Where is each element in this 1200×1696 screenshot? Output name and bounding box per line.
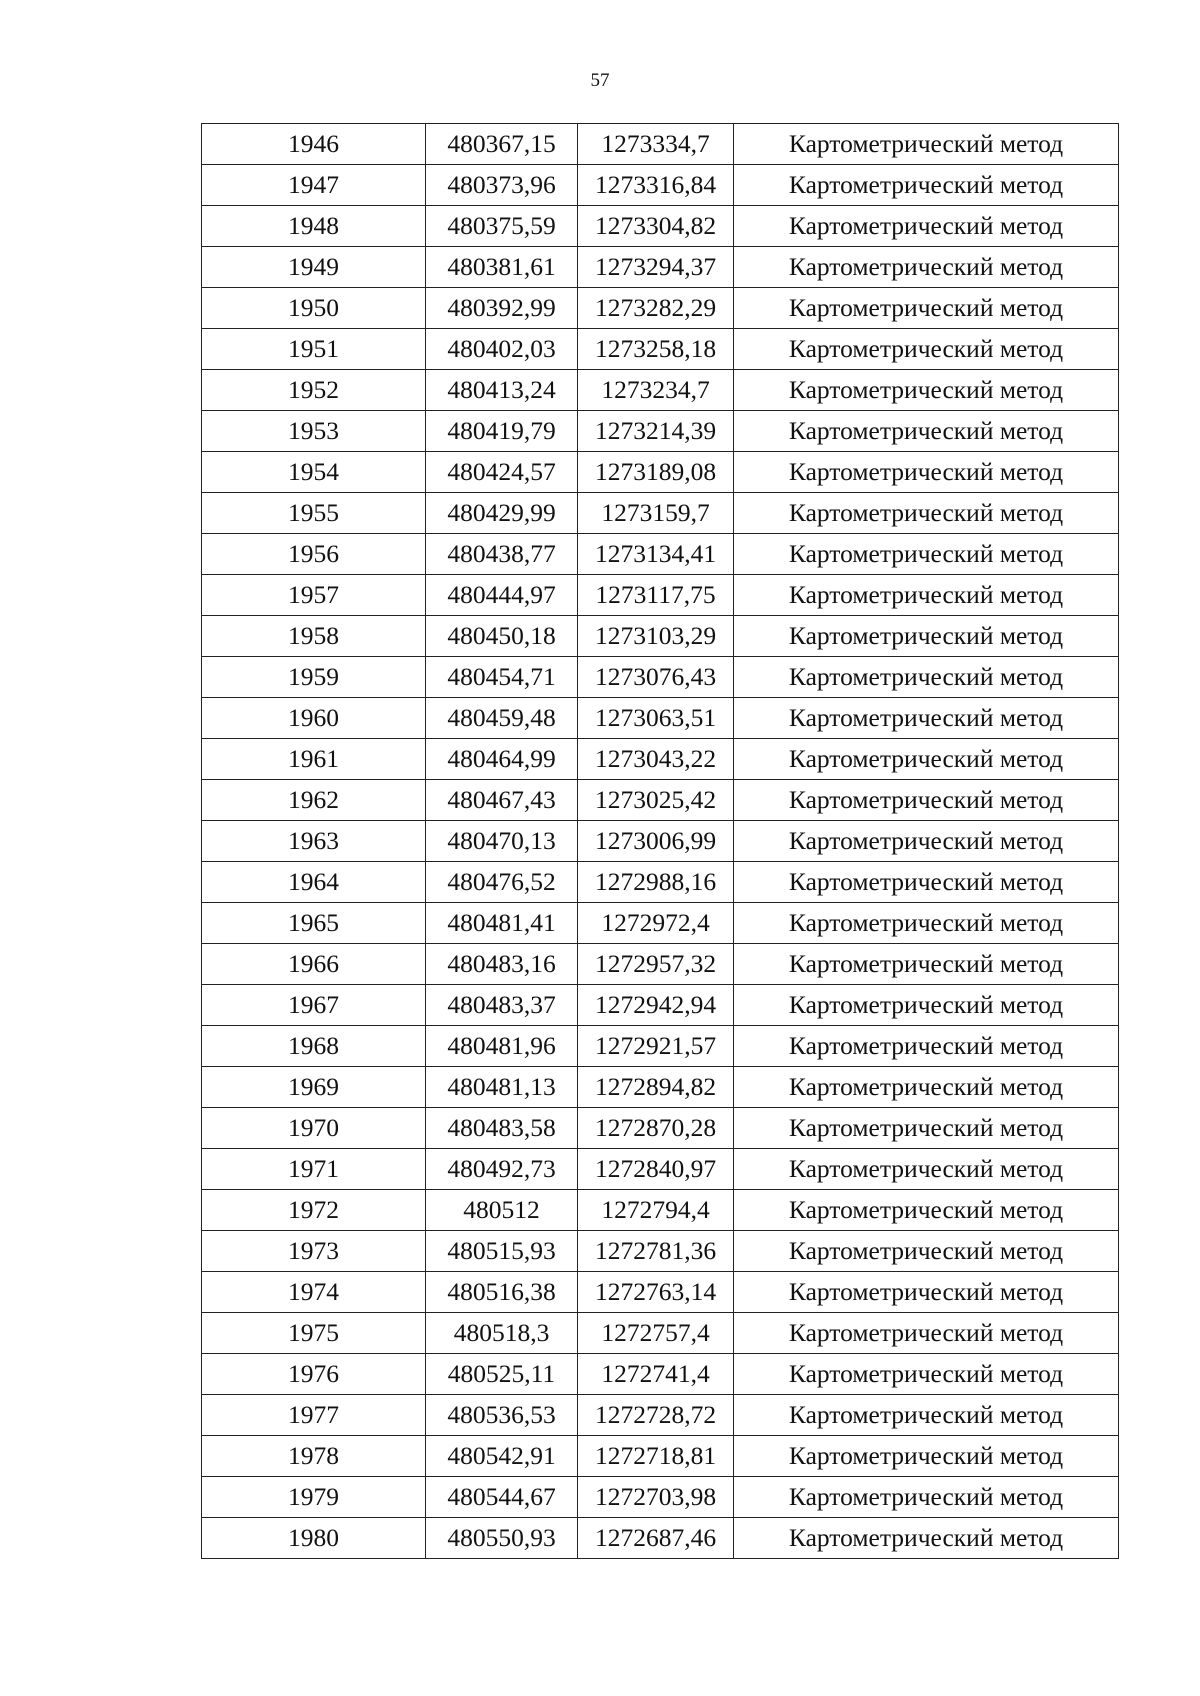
- point-number-cell: 1950: [202, 288, 426, 329]
- point-number-cell: 1954: [202, 452, 426, 493]
- point-number-cell: 1967: [202, 985, 426, 1026]
- x-coordinate-cell: 480483,58: [426, 1108, 578, 1149]
- method-cell: Картометрический метод: [734, 780, 1119, 821]
- method-cell: Картометрический метод: [734, 575, 1119, 616]
- table-row: [202, 1026, 1119, 1067]
- method-cell: Картометрический метод: [734, 985, 1119, 1026]
- method-cell: Картометрический метод: [734, 206, 1119, 247]
- method-cell: Картометрический метод: [734, 1026, 1119, 1067]
- point-number-cell: 1959: [202, 657, 426, 698]
- point-number-cell: 1975: [202, 1313, 426, 1354]
- x-coordinate-cell: 480419,79: [426, 411, 578, 452]
- table-row: [202, 862, 1119, 903]
- method-cell: Картометрический метод: [734, 1108, 1119, 1149]
- table-row: [202, 944, 1119, 985]
- method-cell: Картометрический метод: [734, 288, 1119, 329]
- method-cell: Картометрический метод: [734, 1149, 1119, 1190]
- x-coordinate-cell: 480373,96: [426, 165, 578, 206]
- table-row: [202, 329, 1119, 370]
- y-coordinate-cell: 1273214,39: [578, 411, 734, 452]
- y-coordinate-cell: 1273006,99: [578, 821, 734, 862]
- coordinates-table: [201, 123, 1119, 1559]
- table-row: [202, 616, 1119, 657]
- method-cell: Картометрический метод: [734, 165, 1119, 206]
- table-row: [202, 575, 1119, 616]
- coordinates-table-body: [202, 124, 1119, 1559]
- method-cell: Картометрический метод: [734, 1436, 1119, 1477]
- point-number-cell: 1953: [202, 411, 426, 452]
- method-cell: Картометрический метод: [734, 821, 1119, 862]
- method-cell: Картометрический метод: [734, 862, 1119, 903]
- point-number-cell: 1968: [202, 1026, 426, 1067]
- table-row: [202, 370, 1119, 411]
- x-coordinate-cell: 480450,18: [426, 616, 578, 657]
- point-number-cell: 1969: [202, 1067, 426, 1108]
- x-coordinate-cell: 480525,11: [426, 1354, 578, 1395]
- x-coordinate-cell: 480402,03: [426, 329, 578, 370]
- x-coordinate-cell: 480481,96: [426, 1026, 578, 1067]
- table-row: [202, 1272, 1119, 1313]
- table-row: [202, 1518, 1119, 1559]
- y-coordinate-cell: 1272718,81: [578, 1436, 734, 1477]
- method-cell: Картометрический метод: [734, 944, 1119, 985]
- table-row: [202, 657, 1119, 698]
- y-coordinate-cell: 1273159,7: [578, 493, 734, 534]
- table-row: [202, 1190, 1119, 1231]
- y-coordinate-cell: 1273334,7: [578, 124, 734, 165]
- x-coordinate-cell: 480476,52: [426, 862, 578, 903]
- y-coordinate-cell: 1272942,94: [578, 985, 734, 1026]
- x-coordinate-cell: 480392,99: [426, 288, 578, 329]
- x-coordinate-cell: 480413,24: [426, 370, 578, 411]
- y-coordinate-cell: 1273063,51: [578, 698, 734, 739]
- table-row: [202, 1395, 1119, 1436]
- point-number-cell: 1976: [202, 1354, 426, 1395]
- method-cell: Картометрический метод: [734, 1518, 1119, 1559]
- x-coordinate-cell: 480454,71: [426, 657, 578, 698]
- point-number-cell: 1962: [202, 780, 426, 821]
- x-coordinate-cell: 480470,13: [426, 821, 578, 862]
- x-coordinate-cell: 480516,38: [426, 1272, 578, 1313]
- method-cell: Картометрический метод: [734, 657, 1119, 698]
- method-cell: Картометрический метод: [734, 1272, 1119, 1313]
- point-number-cell: 1978: [202, 1436, 426, 1477]
- x-coordinate-cell: 480367,15: [426, 124, 578, 165]
- table-row: [202, 739, 1119, 780]
- y-coordinate-cell: 1272988,16: [578, 862, 734, 903]
- method-cell: Картометрический метод: [734, 616, 1119, 657]
- method-cell: Картометрический метод: [734, 534, 1119, 575]
- table-row: [202, 206, 1119, 247]
- x-coordinate-cell: 480544,67: [426, 1477, 578, 1518]
- table-row: [202, 1354, 1119, 1395]
- x-coordinate-cell: 480515,93: [426, 1231, 578, 1272]
- table-row: [202, 493, 1119, 534]
- point-number-cell: 1965: [202, 903, 426, 944]
- method-cell: Картометрический метод: [734, 1354, 1119, 1395]
- x-coordinate-cell: 480483,37: [426, 985, 578, 1026]
- table-row: [202, 1149, 1119, 1190]
- table-row: [202, 165, 1119, 206]
- y-coordinate-cell: 1272763,14: [578, 1272, 734, 1313]
- y-coordinate-cell: 1273043,22: [578, 739, 734, 780]
- table-row: [202, 1436, 1119, 1477]
- y-coordinate-cell: 1273282,29: [578, 288, 734, 329]
- point-number-cell: 1979: [202, 1477, 426, 1518]
- y-coordinate-cell: 1273117,75: [578, 575, 734, 616]
- method-cell: Картометрический метод: [734, 411, 1119, 452]
- point-number-cell: 1974: [202, 1272, 426, 1313]
- x-coordinate-cell: 480483,16: [426, 944, 578, 985]
- point-number-cell: 1971: [202, 1149, 426, 1190]
- table-row: [202, 411, 1119, 452]
- table-row: [202, 903, 1119, 944]
- table-row: [202, 1231, 1119, 1272]
- y-coordinate-cell: 1273134,41: [578, 534, 734, 575]
- y-coordinate-cell: 1273316,84: [578, 165, 734, 206]
- y-coordinate-cell: 1273294,37: [578, 247, 734, 288]
- table-row: [202, 288, 1119, 329]
- table-row: [202, 247, 1119, 288]
- y-coordinate-cell: 1272972,4: [578, 903, 734, 944]
- point-number-cell: 1972: [202, 1190, 426, 1231]
- table-row: [202, 985, 1119, 1026]
- x-coordinate-cell: 480512: [426, 1190, 578, 1231]
- point-number-cell: 1956: [202, 534, 426, 575]
- table-row: [202, 1313, 1119, 1354]
- x-coordinate-cell: 480459,48: [426, 698, 578, 739]
- y-coordinate-cell: 1273076,43: [578, 657, 734, 698]
- x-coordinate-cell: 480481,13: [426, 1067, 578, 1108]
- x-coordinate-cell: 480464,99: [426, 739, 578, 780]
- x-coordinate-cell: 480518,3: [426, 1313, 578, 1354]
- method-cell: Картометрический метод: [734, 493, 1119, 534]
- table-row: [202, 698, 1119, 739]
- method-cell: Картометрический метод: [734, 124, 1119, 165]
- method-cell: Картометрический метод: [734, 370, 1119, 411]
- y-coordinate-cell: 1272728,72: [578, 1395, 734, 1436]
- y-coordinate-cell: 1272957,32: [578, 944, 734, 985]
- y-coordinate-cell: 1273234,7: [578, 370, 734, 411]
- y-coordinate-cell: 1272781,36: [578, 1231, 734, 1272]
- point-number-cell: 1958: [202, 616, 426, 657]
- method-cell: Картометрический метод: [734, 452, 1119, 493]
- x-coordinate-cell: 480536,53: [426, 1395, 578, 1436]
- point-number-cell: 1949: [202, 247, 426, 288]
- table-row: [202, 1067, 1119, 1108]
- point-number-cell: 1951: [202, 329, 426, 370]
- point-number-cell: 1946: [202, 124, 426, 165]
- y-coordinate-cell: 1273103,29: [578, 616, 734, 657]
- x-coordinate-cell: 480492,73: [426, 1149, 578, 1190]
- table-row: [202, 821, 1119, 862]
- x-coordinate-cell: 480381,61: [426, 247, 578, 288]
- method-cell: Картометрический метод: [734, 903, 1119, 944]
- x-coordinate-cell: 480438,77: [426, 534, 578, 575]
- x-coordinate-cell: 480444,97: [426, 575, 578, 616]
- table-row: [202, 534, 1119, 575]
- point-number-cell: 1970: [202, 1108, 426, 1149]
- point-number-cell: 1980: [202, 1518, 426, 1559]
- y-coordinate-cell: 1272741,4: [578, 1354, 734, 1395]
- y-coordinate-cell: 1272870,28: [578, 1108, 734, 1149]
- point-number-cell: 1957: [202, 575, 426, 616]
- x-coordinate-cell: 480467,43: [426, 780, 578, 821]
- table-row: [202, 1477, 1119, 1518]
- page-number: 57: [590, 70, 610, 91]
- point-number-cell: 1961: [202, 739, 426, 780]
- table-row: [202, 452, 1119, 493]
- y-coordinate-cell: 1272840,97: [578, 1149, 734, 1190]
- point-number-cell: 1948: [202, 206, 426, 247]
- method-cell: Картометрический метод: [734, 247, 1119, 288]
- point-number-cell: 1964: [202, 862, 426, 903]
- method-cell: Картометрический метод: [734, 1067, 1119, 1108]
- point-number-cell: 1952: [202, 370, 426, 411]
- x-coordinate-cell: 480375,59: [426, 206, 578, 247]
- method-cell: Картометрический метод: [734, 1231, 1119, 1272]
- point-number-cell: 1966: [202, 944, 426, 985]
- method-cell: Картометрический метод: [734, 698, 1119, 739]
- y-coordinate-cell: 1273304,82: [578, 206, 734, 247]
- method-cell: Картометрический метод: [734, 1477, 1119, 1518]
- table-row: [202, 124, 1119, 165]
- y-coordinate-cell: 1273258,18: [578, 329, 734, 370]
- point-number-cell: 1973: [202, 1231, 426, 1272]
- method-cell: Картометрический метод: [734, 1313, 1119, 1354]
- x-coordinate-cell: 480481,41: [426, 903, 578, 944]
- y-coordinate-cell: 1272921,57: [578, 1026, 734, 1067]
- x-coordinate-cell: 480550,93: [426, 1518, 578, 1559]
- x-coordinate-cell: 480429,99: [426, 493, 578, 534]
- method-cell: Картометрический метод: [734, 1190, 1119, 1231]
- method-cell: Картометрический метод: [734, 739, 1119, 780]
- y-coordinate-cell: 1272757,4: [578, 1313, 734, 1354]
- y-coordinate-cell: 1273189,08: [578, 452, 734, 493]
- x-coordinate-cell: 480542,91: [426, 1436, 578, 1477]
- y-coordinate-cell: 1272703,98: [578, 1477, 734, 1518]
- y-coordinate-cell: 1272894,82: [578, 1067, 734, 1108]
- x-coordinate-cell: 480424,57: [426, 452, 578, 493]
- table-row: [202, 1108, 1119, 1149]
- point-number-cell: 1977: [202, 1395, 426, 1436]
- point-number-cell: 1960: [202, 698, 426, 739]
- point-number-cell: 1955: [202, 493, 426, 534]
- point-number-cell: 1963: [202, 821, 426, 862]
- y-coordinate-cell: 1272687,46: [578, 1518, 734, 1559]
- method-cell: Картометрический метод: [734, 329, 1119, 370]
- table-row: [202, 780, 1119, 821]
- method-cell: Картометрический метод: [734, 1395, 1119, 1436]
- y-coordinate-cell: 1272794,4: [578, 1190, 734, 1231]
- point-number-cell: 1947: [202, 165, 426, 206]
- y-coordinate-cell: 1273025,42: [578, 780, 734, 821]
